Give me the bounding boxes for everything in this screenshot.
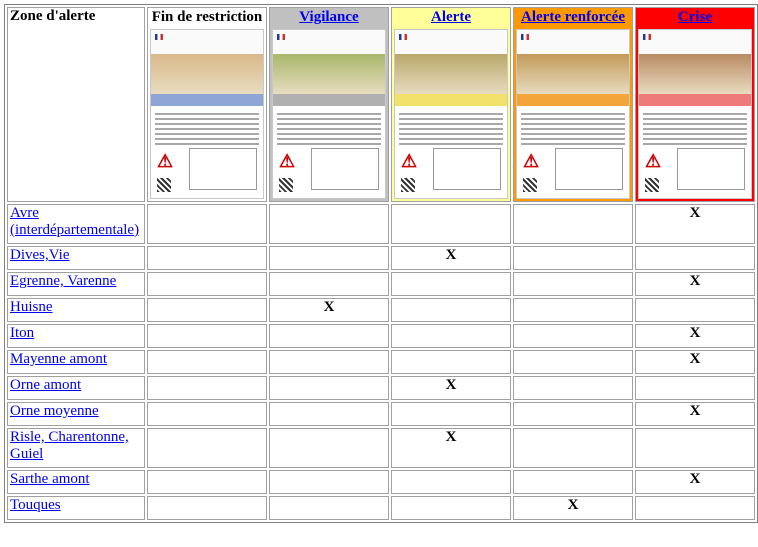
status-cell-ale	[391, 496, 511, 520]
status-cell-vig	[269, 272, 389, 296]
active-level-mark: X	[689, 273, 701, 289]
level-label-ren[interactable]: Alerte renforcée	[521, 9, 625, 25]
status-cell-ale	[391, 272, 511, 296]
zone-link[interactable]: Egrenne, Varenne	[10, 273, 117, 289]
status-cell-cri	[635, 324, 755, 348]
header-row	[7, 7, 755, 202]
status-cell-fin	[147, 350, 267, 374]
status-cell-vig	[269, 376, 389, 400]
status-cell-vig	[269, 350, 389, 374]
table-row	[7, 246, 755, 270]
status-cell-fin	[147, 298, 267, 322]
level-header-vig[interactable]	[269, 7, 389, 202]
level-label-vig[interactable]: Vigilance	[299, 9, 359, 25]
zone-cell	[7, 402, 145, 426]
status-cell-fin	[147, 402, 267, 426]
poster-thumbnail-ale: ⚠	[394, 29, 508, 199]
zone-link[interactable]: Risle, Charentonne, Guiel	[10, 429, 129, 462]
status-cell-vig	[269, 496, 389, 520]
status-cell-vig	[269, 402, 389, 426]
status-cell-vig	[269, 324, 389, 348]
active-level-mark: X	[323, 299, 335, 315]
zone-link[interactable]: Mayenne amont	[10, 351, 108, 367]
zone-cell	[7, 496, 145, 520]
level-label-fin: Fin de restriction	[151, 9, 263, 25]
status-cell-cri	[635, 470, 755, 494]
status-cell-ren	[513, 428, 633, 468]
status-cell-ren	[513, 470, 633, 494]
poster-thumbnail-fin: ⚠	[150, 29, 264, 199]
table-row	[7, 272, 755, 296]
zone-link[interactable]: Dives,Vie	[10, 247, 70, 263]
zone-link[interactable]: Touques	[10, 497, 61, 513]
status-cell-ren	[513, 496, 633, 520]
table-row	[7, 496, 755, 520]
zone-link[interactable]: Orne amont	[10, 377, 82, 393]
table-row	[7, 428, 755, 468]
level-header-cri[interactable]	[635, 7, 755, 202]
status-cell-fin	[147, 272, 267, 296]
zone-cell	[7, 272, 145, 296]
table-row	[7, 470, 755, 494]
zone-cell	[7, 298, 145, 322]
active-level-mark: X	[689, 403, 701, 419]
zone-cell	[7, 246, 145, 270]
poster-thumbnail-ren: ⚠	[516, 29, 630, 199]
active-level-mark: X	[689, 471, 701, 487]
zone-cell	[7, 470, 145, 494]
status-cell-ale	[391, 298, 511, 322]
level-header-ren[interactable]	[513, 7, 633, 202]
active-level-mark: X	[689, 351, 701, 367]
status-cell-ren	[513, 298, 633, 322]
status-cell-vig	[269, 298, 389, 322]
status-cell-fin	[147, 376, 267, 400]
status-cell-ren	[513, 402, 633, 426]
active-level-mark: X	[567, 497, 579, 513]
status-cell-ren	[513, 376, 633, 400]
zone-link[interactable]: Huisne	[10, 299, 53, 315]
table-row	[7, 402, 755, 426]
status-cell-cri	[635, 428, 755, 468]
status-cell-ren	[513, 204, 633, 244]
status-cell-ale	[391, 428, 511, 468]
active-level-mark: X	[445, 247, 457, 263]
zone-cell	[7, 204, 145, 244]
status-cell-vig	[269, 204, 389, 244]
alert-table	[4, 4, 758, 523]
status-cell-fin	[147, 496, 267, 520]
zone-cell	[7, 428, 145, 468]
status-cell-ale	[391, 204, 511, 244]
status-cell-vig	[269, 428, 389, 468]
status-cell-fin	[147, 428, 267, 468]
level-header-fin	[147, 7, 267, 202]
zone-cell	[7, 324, 145, 348]
status-cell-vig	[269, 246, 389, 270]
status-cell-ren	[513, 272, 633, 296]
active-level-mark: X	[445, 377, 457, 393]
status-cell-ale	[391, 376, 511, 400]
table-row	[7, 204, 755, 244]
zone-link[interactable]: Avre (interdépartementale)	[10, 205, 140, 238]
status-cell-fin	[147, 324, 267, 348]
status-cell-cri	[635, 246, 755, 270]
level-header-ale[interactable]	[391, 7, 511, 202]
status-cell-ale	[391, 470, 511, 494]
table-body	[7, 204, 755, 520]
status-cell-cri	[635, 402, 755, 426]
level-label-cri[interactable]: Crise	[677, 9, 713, 25]
table-row	[7, 324, 755, 348]
status-cell-ale	[391, 350, 511, 374]
status-cell-cri	[635, 298, 755, 322]
status-cell-ren	[513, 324, 633, 348]
poster-thumbnail-cri: ⚠	[638, 29, 752, 199]
status-cell-ale	[391, 402, 511, 426]
zone-link[interactable]: Orne moyenne	[10, 403, 99, 419]
table-row	[7, 298, 755, 322]
status-cell-cri	[635, 204, 755, 244]
active-level-mark: X	[689, 205, 701, 221]
status-cell-ale	[391, 246, 511, 270]
active-level-mark: X	[445, 429, 457, 445]
table-row	[7, 350, 755, 374]
status-cell-ren	[513, 350, 633, 374]
poster-thumbnail-vig: ⚠	[272, 29, 386, 199]
zone-link[interactable]: Iton	[10, 325, 35, 341]
zone-cell	[7, 350, 145, 374]
status-cell-fin	[147, 470, 267, 494]
table-row	[7, 376, 755, 400]
status-cell-cri	[635, 496, 755, 520]
status-cell-vig	[269, 470, 389, 494]
status-cell-cri	[635, 350, 755, 374]
zone-cell	[7, 376, 145, 400]
zone-link[interactable]: Sarthe amont	[10, 471, 90, 487]
status-cell-fin	[147, 204, 267, 244]
status-cell-cri	[635, 272, 755, 296]
active-level-mark: X	[689, 325, 701, 341]
zone-column-header: Zone d'alerte	[7, 7, 145, 202]
status-cell-ale	[391, 324, 511, 348]
level-label-ale[interactable]: Alerte	[431, 9, 471, 25]
status-cell-fin	[147, 246, 267, 270]
status-cell-cri	[635, 376, 755, 400]
status-cell-ren	[513, 246, 633, 270]
